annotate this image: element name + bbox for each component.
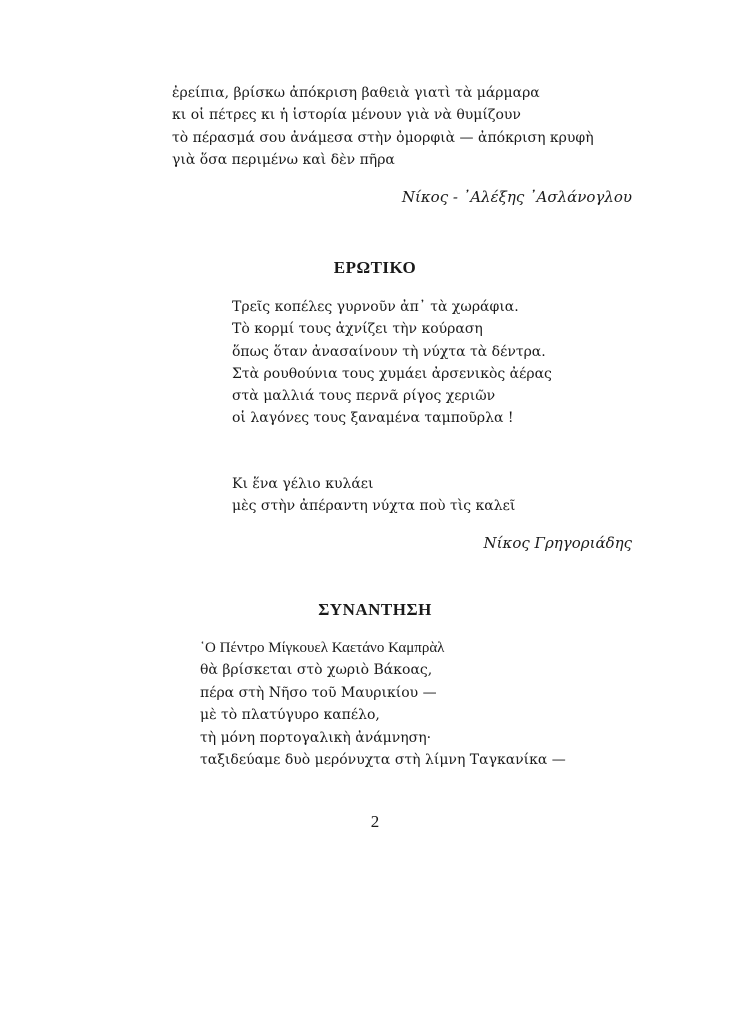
poem-line: ῾Ο Πέντρο Μίγκουελ Καετάνο Καμπρὰλ xyxy=(200,640,445,656)
poem-line: Τὸ κορμί τους ἀχνίζει τὴν κούραση xyxy=(232,321,483,338)
poem-title: ΕΡΩΤΙΚΟ xyxy=(333,258,417,277)
poem-line: μὲς στὴν ἀπέραντη νύχτα ποὺ τὶς καλεῖ xyxy=(232,498,516,515)
poem-line: Στὰ ρουθούνια τους χυμάει ἀρσενικὸς ἀέρας xyxy=(232,365,552,382)
poem-line: τὸ πέρασμά σου ἀνάμεσα στὴν ὀμορφιὰ — ἀπόκριση κρυφὴ xyxy=(172,129,594,146)
poem-line: θὰ βρίσκεται στὸ χωριὸ Βάκοας, xyxy=(200,662,433,679)
poem-line: μὲ τὸ πλατύγυρο καπέλο, xyxy=(200,707,380,724)
poem-line: ὅπως ὅταν ἀνασαίνουν τὴ νύχτα τὰ δέντρα. xyxy=(232,343,546,360)
poem-line: κι οἱ πέτρες κι ἡ ἱστορία μένουν γιὰ νὰ θυμίζουν xyxy=(172,107,521,124)
page-number: 2 xyxy=(370,812,380,831)
poem-line: Τρεῖς κοπέλες γυρνοῦν ἀπ᾽ τὰ χωράφια. xyxy=(232,299,519,315)
poem-line: οἱ λαγόνες τους ξαναμένα ταμποῦρλα ! xyxy=(232,410,514,427)
poem-fragment xyxy=(172,82,594,171)
poem-line: τὴ μόνη πορτογαλικὴ ἀνάμνηση· xyxy=(200,729,432,746)
poem-stanza xyxy=(200,637,566,771)
poem-title: ΣΥΝΑΝΤΗΣΗ xyxy=(318,600,432,619)
poem-line: ἐρείπια, βρίσκω ἀπόκριση βαθειὰ γιατὶ τὰ μάρμαρα xyxy=(172,85,540,101)
poem-author: Νίκος - ᾽Αλέξης ᾽Ασλάνογλου xyxy=(401,188,632,206)
poem-line: Κι ἕνα γέλιο κυλάει xyxy=(232,476,374,492)
poem-line: γιὰ ὅσα περιμένω καὶ δὲν πῆρα xyxy=(172,151,395,168)
poem-line: πέρα στὴ Νῆσο τοῦ Μαυρικίου — xyxy=(200,684,437,701)
poem-stanza xyxy=(232,296,552,430)
poem-author: Νίκος Γρηγοριάδης xyxy=(483,534,632,552)
poem-line: στὰ μαλλιά τους περνᾶ ρίγος χεριῶν xyxy=(232,388,496,405)
poem-line: ταξιδεύαμε δυὸ μερόνυχτα στὴ λίμνη Ταγκανίκα — xyxy=(200,752,566,769)
poem-stanza xyxy=(232,473,515,518)
